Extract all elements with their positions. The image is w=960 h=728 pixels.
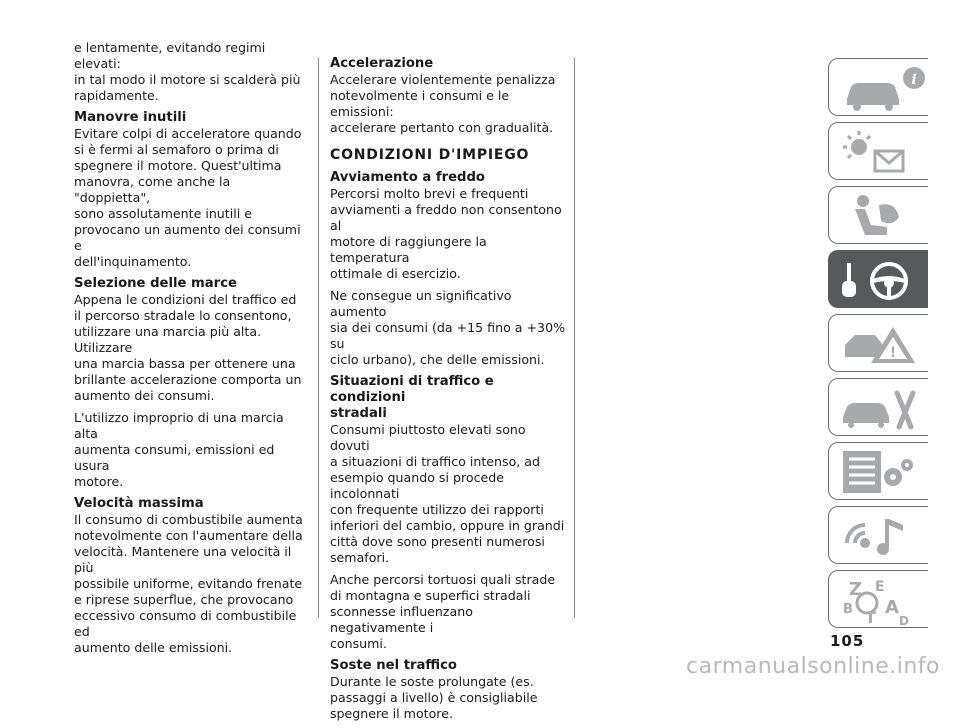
paragraph-manovre-inutili: Evitare colpi di acceleratore quando si è fermi al semaforo o prima di spegnere il motore. Quest'ultima manovra, come anche la "doppietta", sono assolutamente inutili e provocano un aumento dei consumi e dell'inquinamento. (74, 126, 302, 269)
car-wrench-icon (829, 379, 929, 437)
paragraph-aumento-consumi: Ne consegue un significativo aumento sia dei consumi (da +15 fino a +30% su ciclo urbano), che delle emissioni. (330, 288, 566, 367)
car-info-icon (829, 59, 929, 117)
section-title: CONDIZIONI D'IMPIEGO (330, 147, 530, 163)
tab-warning-crash[interactable] (828, 314, 928, 372)
heading-situazioni-traffico: Situazioni di traffico e condizioni stradali (330, 374, 494, 421)
svg-text:Z: Z (849, 579, 863, 600)
tab-car-info[interactable] (828, 58, 928, 116)
warning-triangle-crash-icon (829, 315, 929, 373)
warning-lights-message-icon (829, 123, 929, 181)
heading-accelerazione: Accelerazione (330, 56, 434, 71)
alphabetical-index-icon (829, 571, 929, 629)
tab-car-maintenance[interactable] (828, 378, 928, 436)
column-divider (318, 58, 319, 618)
svg-text:D: D (899, 614, 909, 628)
column-divider (574, 58, 575, 618)
multimedia-music-icon (829, 507, 929, 565)
paragraph-percorsi-tortuosi: Anche percorsi tortuosi quali strade di montagna e superfici stradali sconnesse influenzano negativamente i consumi. (330, 572, 556, 651)
specs-gears-icon (829, 443, 929, 501)
heading-manovre-inutili: Manovre inutili (74, 110, 187, 125)
paragraph-avviamento-freddo: Percorsi molto brevi e frequenti avviamenti a freddo non consentono al motore di raggiungere la temperatura ottimale di esercizio. (330, 186, 562, 281)
paragraph-soste-traffico: Durante le soste prolungate (es. passaggi a livello) è consigliabile spegnere il motore. (330, 674, 538, 721)
paragraph-marcia-alta: L'utilizzo improprio di una marcia alta aumenta consumi, emissioni ed usura motore. (74, 410, 284, 489)
page-number: 105 (830, 632, 865, 650)
heading-soste-traffico: Soste nel traffico (330, 658, 457, 673)
heading-velocita-massima: Velocità massima (74, 496, 204, 511)
svg-text:i: i (911, 72, 917, 88)
svg-text:!: ! (889, 345, 897, 361)
text-column-left (74, 40, 310, 662)
text-column-right (330, 56, 566, 728)
watermark: carmanualsonline.info (686, 654, 940, 679)
heading-avviamento-freddo: Avviamento a freddo (330, 170, 485, 185)
tab-specs[interactable] (828, 442, 928, 500)
tab-key-steering-wheel[interactable] (828, 250, 928, 308)
svg-text:A: A (885, 597, 899, 618)
tab-index[interactable] (828, 570, 928, 628)
key-steering-wheel-icon (829, 251, 929, 309)
tab-seat-airbag[interactable] (828, 186, 928, 244)
paragraph-velocita-massima: Il consumo di combustibile aumenta notevolmente con l'aumentare della velocità. Mantenere una velocità il più possibile uniforme, evitando frenate e riprese superflue, che provocano eccessivo consumo di combustibile ed aumento delle emissioni. (74, 512, 303, 655)
tab-multimedia[interactable] (828, 506, 928, 564)
svg-text:E: E (875, 579, 885, 595)
seat-airbag-icon (829, 187, 929, 245)
svg-text:B: B (843, 602, 853, 617)
tab-warning-lights[interactable] (828, 122, 928, 180)
intro-paragraph: e lentamente, evitando regimi elevati: in tal modo il motore si scalderà più rapidamente. (74, 40, 301, 103)
heading-selezione-marce: Selezione delle marce (74, 276, 237, 291)
svg-text:T: T (865, 608, 876, 627)
paragraph-selezione-marce: Appena le condizioni del traffico ed il percorso stradale lo consentono, utilizzare una marcia più alta. Utilizzare una marcia bassa per ottenere una brillante accelerazione comporta un aumento dei consumi. (74, 292, 302, 403)
paragraph-accelerazione: Accelerare violentemente penalizza notevolmente i consumi e le emissioni: accelerare pertanto con gradualità. (330, 72, 556, 135)
paragraph-situazioni-traffico: Consumi piuttosto elevati sono dovuti a situazioni di traffico intenso, ad esempio quando si procede incolonnati con frequente utilizzo dei rapporti inferiori del cambio, oppure in grandi città dove sono presenti numerosi semafori. (330, 422, 565, 565)
